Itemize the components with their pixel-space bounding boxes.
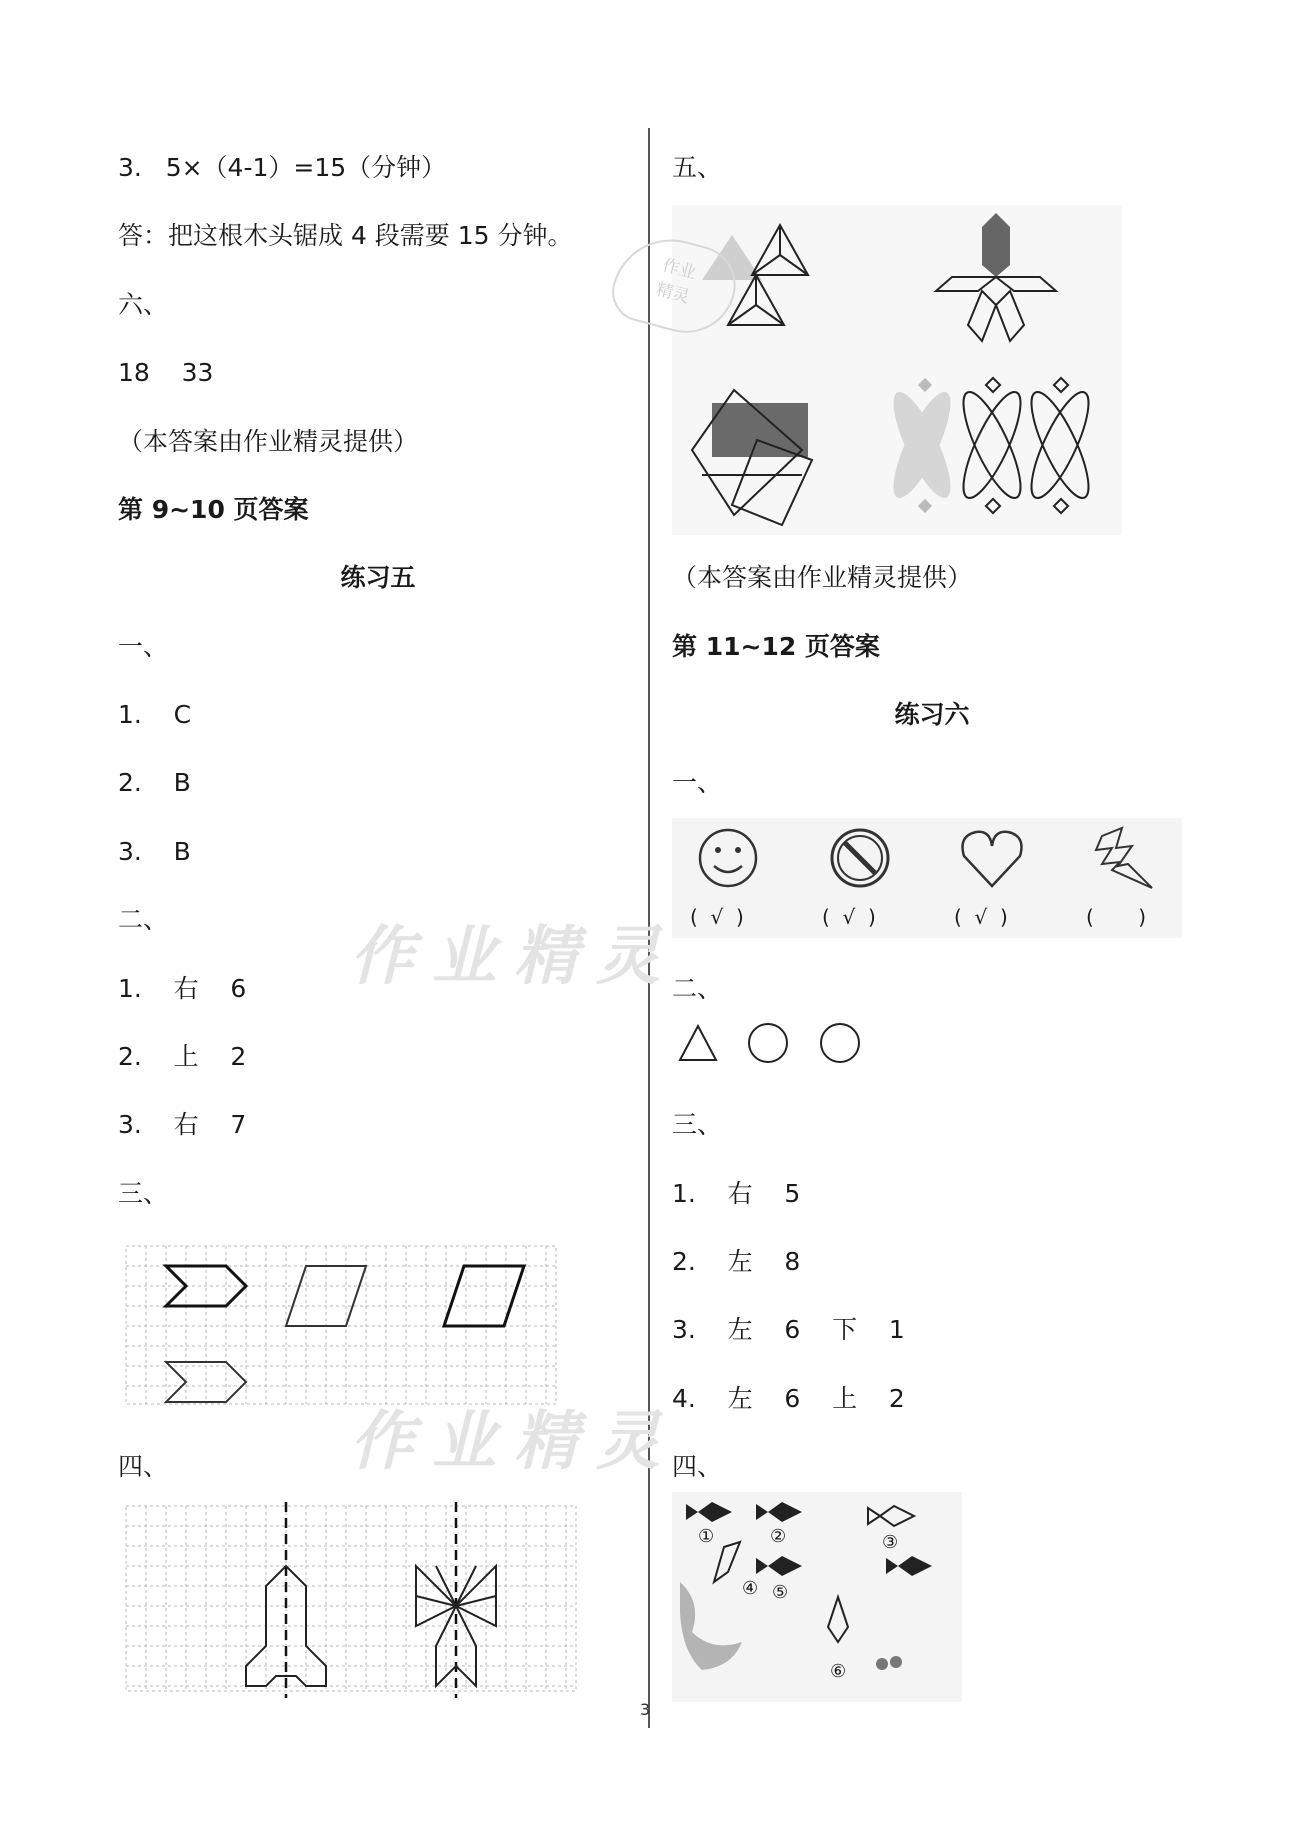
section-number: 三、 [672,1110,723,1139]
symmetry-check-figure [672,818,1182,938]
answer-line: 3. 5×（4-1）=15（分钟） [118,153,447,182]
answer-line: 18 33 [118,358,214,387]
fish-label: ③ [882,1532,899,1553]
symmetry-grid-figure [122,1502,582,1702]
section-number: 二、 [672,974,723,1003]
fish-translation-figure [672,1492,962,1702]
heart-icon [963,832,1022,886]
watermark-stamp-text: 作业 [660,255,699,284]
fish-label: ⑤ [772,1582,789,1603]
fish-label: ⑥ [830,1661,847,1682]
check-mark: ( ) [1086,905,1147,929]
parallelogram-icon [444,1266,524,1326]
answer-line: 4. 左 6 上 2 [672,1384,905,1413]
section-number: 四、 [118,1452,169,1481]
translation-grid-figure [122,1242,562,1412]
fish-outline-icon [828,1597,848,1642]
check-mark: ( √ ) [954,905,1008,929]
section-number: 四、 [672,1452,723,1481]
triangle-icon [680,1026,716,1060]
pattern-shapes-figure [672,205,1122,535]
watermark-stamp-text: 精灵 [653,279,692,308]
section-number: 一、 [672,768,723,797]
section-number: 一、 [118,632,169,661]
page-range-heading: 第 9~10 页答案 [118,495,309,524]
check-mark: ( √ ) [690,905,744,929]
answer-line: 1. 右 5 [672,1179,801,1208]
answer-line: 3. 右 7 [118,1110,247,1139]
answer-line: 1. 右 6 [118,974,247,1003]
exercise-title: 练习六 [894,700,970,729]
lightning-icon [1096,828,1152,888]
seaweed-icon [680,1582,742,1670]
watermark-text: 作业精灵 [350,1405,678,1479]
fish-label: ④ [742,1578,759,1599]
page-range-heading: 第 11~12 页答案 [672,632,880,661]
watermark-text: 作业精灵 [350,920,678,994]
fish-outline-icon [714,1542,740,1582]
circle-icon [821,1024,859,1062]
section-number: 六、 [118,290,169,319]
answer-line: 1. C [118,700,192,729]
credit-note: （本答案由作业精灵提供） [672,563,973,592]
answer-line: 答：把这根木头锯成 4 段需要 15 分钟。 [118,221,573,250]
page-number: 3 [640,1700,651,1719]
fish-outline-icon [868,1506,914,1526]
answer-line: 3. B [118,837,191,866]
prohibited-sign-icon [832,830,888,886]
section-number: 五、 [672,153,723,182]
fish-icon [686,1502,732,1522]
exercise-title: 练习五 [340,563,416,592]
section-number: 三、 [118,1179,169,1208]
section-number: 二、 [118,905,169,934]
answer-line: 2. 上 2 [118,1042,247,1071]
fish-icon [756,1556,802,1576]
credit-note: （本答案由作业精灵提供） [118,427,419,456]
fish-icon [756,1502,802,1522]
check-mark: ( √ ) [822,905,876,929]
shape-answer-figure [676,1020,876,1068]
answer-line: 2. B [118,768,191,797]
answer-line: 2. 左 8 [672,1247,801,1276]
circle-icon [749,1024,787,1062]
fish-label: ② [770,1526,787,1547]
answer-line: 3. 左 6 下 1 [672,1315,905,1344]
fish-icon [886,1556,932,1576]
smiley-face-icon [700,830,756,886]
fish-label: ① [698,1526,715,1547]
